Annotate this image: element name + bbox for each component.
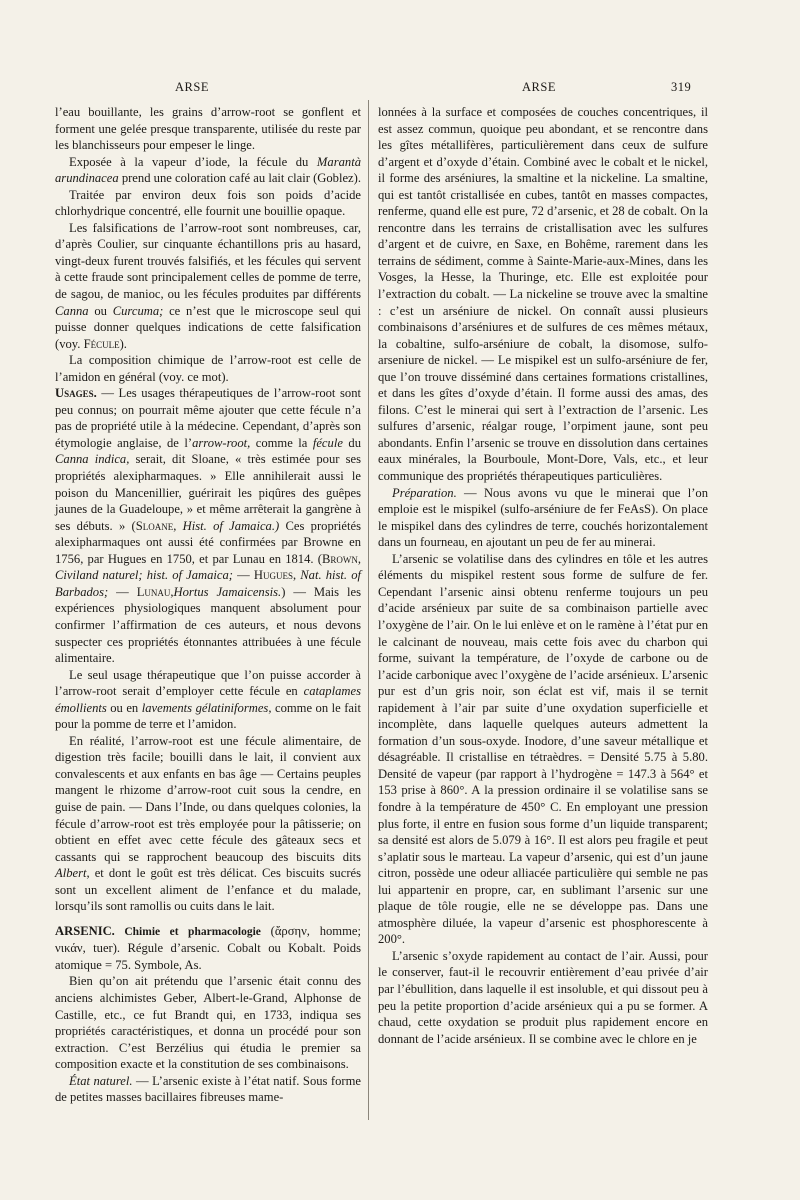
paragraph-usages: Usages. — Les usages thérapeutiques de l’arrow-root sont peu connus; on pourrait même ajouter que cette fécule n’a pas de propriété utile à la médecine. Cependant, d’après son étymologie anglaise, de l’arrow-root, comme la fécule du Canna indica, serait, dit Sloane, « très estimée pour ses propriétés alexipharmaques. » Elle annihilerait aussi le poison du Mancenillier, guérirait les piqûres des guêpes jaunes de la Guadeloupe, » et même arrêterait la gangrène à ses débuts. » (Sloane, Hist. of Jamaica.) Ces propriétés alexipharmaques ont aussi été confirmées par Browne en 1756, par Hugues en 1750, et par Lunau en 1814. (Brown, Civiland naturel; hist. of Jamaica; — Hugues, Nat. hist. of Barbados; — Lunau,Hortus Jamaicensis.) — Mais les expériences physiologiques manquent absolument pour confirmer l’affirmation de ces auteurs, et nous devons suspecter ces propriétés étonnantes attribuées à une fécule alimentaire. [55,386,362,666]
right-column [378,104,708,1047]
page-number: 319 [671,80,692,94]
header-right-title: ARSE [522,80,556,94]
paragraph: l’eau bouillante, les grains d’arrow-root se gonflent et forment une gelée presque transparente, utilisée du reste par les blanchisseurs pour empeser le linge. [55,105,361,153]
paragraph: Le seul usage thérapeutique que l’on puisse accorder à l’arrow-root serait d’employer cette fécule en cataplames émollients ou en lavements gélatiniformes, comme on le fait pour la pomme de terre et l’amidon. [55,667,361,732]
paragraph: L’arsenic s’oxyde rapidement au contact de l’air. Aussi, pour le conserver, faut-il le recouvrir entièrement d’eau privée d’air par l’ébullition, dans laquelle il est insoluble, et qui dissout peu à peu la petite proportion d’acide arsénieux qui a pu se former. A chaud, cette oxydation se produit plus rapidement encore en donnant de l’acide arsénieux. Il se combine avec le chlore en je [378,948,708,1046]
paragraph: lonnées à la surface et composées de couches concentriques, il est assez commun, quoique peu abondant, et se rencontre dans les gîtes métallifères, particulièrement dans ceux de sulfure d’argent et d’oxyde d’étain. Combiné avec le cobalt et le nickel, il forme des arséniures, la smaltine et la nickeline. La smaltine, qui est tantôt cristallisée en cubes, tantôt en masses compactes, renferme, quand elle est pure, 72 d’arsenic, et 28 de cobalt. On la rencontre dans les terrains de cristallisation avec les sulfures d’argent et de cuivre, en Saxe, en Bohême, rarement dans les terrains de sédiment, comme à Sainte-Marie-aux-Mines, dans les Vosges, la Hesse, la Thuringe, etc. Elle est exploitée pour l’extraction du cobalt. — La nickeline se trouve avec la smaltine : c’est un arséniure de nickel. On connaît aussi plusieurs combinaisons d’arséniures et de sulfures de ces mêmes métaux, la cobaltine, sulfo-arséniure de cobalt, la disomose, sulfo-arseniure de nickel. — Le mispikel est un sulfo-arséniure de fer, que l’on trouve disséminé dans certaines formations cristallines, et dans les gîtes d’oxyde d’étain. Il forme aussi des amas, des filons. C’est le minerai qui sert à l’extraction de l’arsenic. Les sulfures d’arsenic, réalgar rouge, l’orpiment jaune, sont peu abondants. Enfin l’arsenic se trouve en dissolution dans certaines eaux minérales, la Bourboule, Mont-Dore, Vals, etc., et leur communique des propriétés thérapeutiques particulières. [378,105,708,484]
entry-arsenic: ARSENIC. Chimie et pharmacologie (ἄρσην, homme; νικάν, tuer). Régule d’arsenic. Cobalt ou Kobalt. Poids atomique = 75. Symbole, As. [55,923,361,972]
column-divider [368,100,369,1120]
paragraph: En réalité, l’arrow-root est une fécule alimentaire, de digestion très facile; bouilli dans le lait, il convient aux convalescents et aux enfants en bas âge — Certains peuples mangent le rhizome d’arrow-root cuit sous la cendre, en guise de pain. — Dans l’Inde, ou dans quelques colonies, la fécule d’arrow-root est très employée pour la pâtisserie; on obtient en effet avec cette fécule des gâteaux secs et cassants qui se rapprochent beaucoup des biscuits dits Albert, et dont le goût est très délicat. Ces biscuits sucrés sont un excellent aliment de l’enfance et du malade, lorsqu’ils sont ramollis ou cuits dans le lait. [55,733,361,914]
paragraph: Préparation. — Nous avons vu que le minerai que l’on emploie est le mispikel (sulfo-arséniure de fer FeAsS). On place le mispikel dans des cylindres de terre, couchés horizontalement dans un fourneau, en ajoutant un peu de fer au minerai. [378,485,708,550]
paragraph: L’arsenic se volatilise dans des cylindres en tôle et les autres éléments du mispikel restent sous forme de sulfure de fer. Cependant l’arsenic ainsi obtenu renferme toujours un peu d’acide arsénieux par suite de sa combinaison partielle avec l’oxygène de l’air. On le lui enlève et on le ramène à l’état pur en le calcinant de nouveau, mais cette fois avec du charbon qui forme, suivant la température, de l’oxyde de carbone ou de l’acide carbonique avec l’oxygène de l’acide arsénieux. L’arsenic pur est d’un gris noir, son éclat est vif, mais il se ternit rapidement à l’air par suite d’une oxydation superficielle et incomplète, dans laquelle quelques auteurs admettent la formation d’un sous-oxyde. Inodore, d’une saveur métallique et désagréable. Il cristallise en tétraèdres. = Densité 5.75 à 5.80. Densité de vapeur (par rapport à l’hydrogène = 147.3 à 564° et 153 prise à 860°. A la pression ordinaire il se volatilise sans se fondre à la température de 450° C. En employant une pression plus forte, il entre en fusion sous forme d’un liquide transparent; sa densité est alors de 5.079 à 16°. Il est alors peu fragile et peut s’aplatir sous le marteau. La vapeur d’arsenic, qui est d’un jaune citron, possède une odeur alliacée particulière qui semble ne pas lui appartenir en propre, car, en sublimant l’arsenic sur une plaque de tôle rougie, elle ne se développe pas. Dans une atmosphère diluée, la vapeur d’arsenic est phosphorescente à 200°. [378,551,708,947]
paragraph: Traitée par environ deux fois son poids d’acide chlorhydrique concentré, elle fournit une bouillie opaque. [55,187,361,219]
header-left-title: ARSE [175,80,209,94]
left-column [55,104,361,1106]
running-header [0,80,800,100]
paragraph: Exposée à la vapeur d’iode, la fécule du Marantà arundinacea prend une coloration café au lait clair (Goblez). [55,154,361,186]
paragraph: Les falsifications de l’arrow-root sont nombreuses, car, d’après Coulier, sur cinquante échantillons pris au hasard, vingt-deux furent trouvés falsifiés, et les fécules qui servent à cette fraude sont principalement celles de pomme de terre, de sagou, de manioc, ou les fécules produites par différents Canna ou Curcuma; ce n’est que le microscope seul qui puisse donner quelques indications de cette falsification (voy. Fécule). [55,220,362,351]
paragraph: Bien qu’on ait prétendu que l’arsenic était connu des anciens alchimistes Geber, Albert-le-Grand, Alphonse de Castille, etc., ce fut Brandt qui, en 1733, indiqua ses propriétés caractéristiques, et donna un procédé pour son extraction. C’est Berzélius qui étudia le premier sa composition exacte et la constitution de ses combinaisons. [55,974,361,1072]
paragraph: La composition chimique de l’arrow-root est celle de l’amidon en général (voy. ce mot). [55,353,361,384]
paragraph: État naturel. — L’arsenic existe à l’état natif. Sous forme de petites masses bacillaires fibreuses mame- [55,1073,361,1105]
